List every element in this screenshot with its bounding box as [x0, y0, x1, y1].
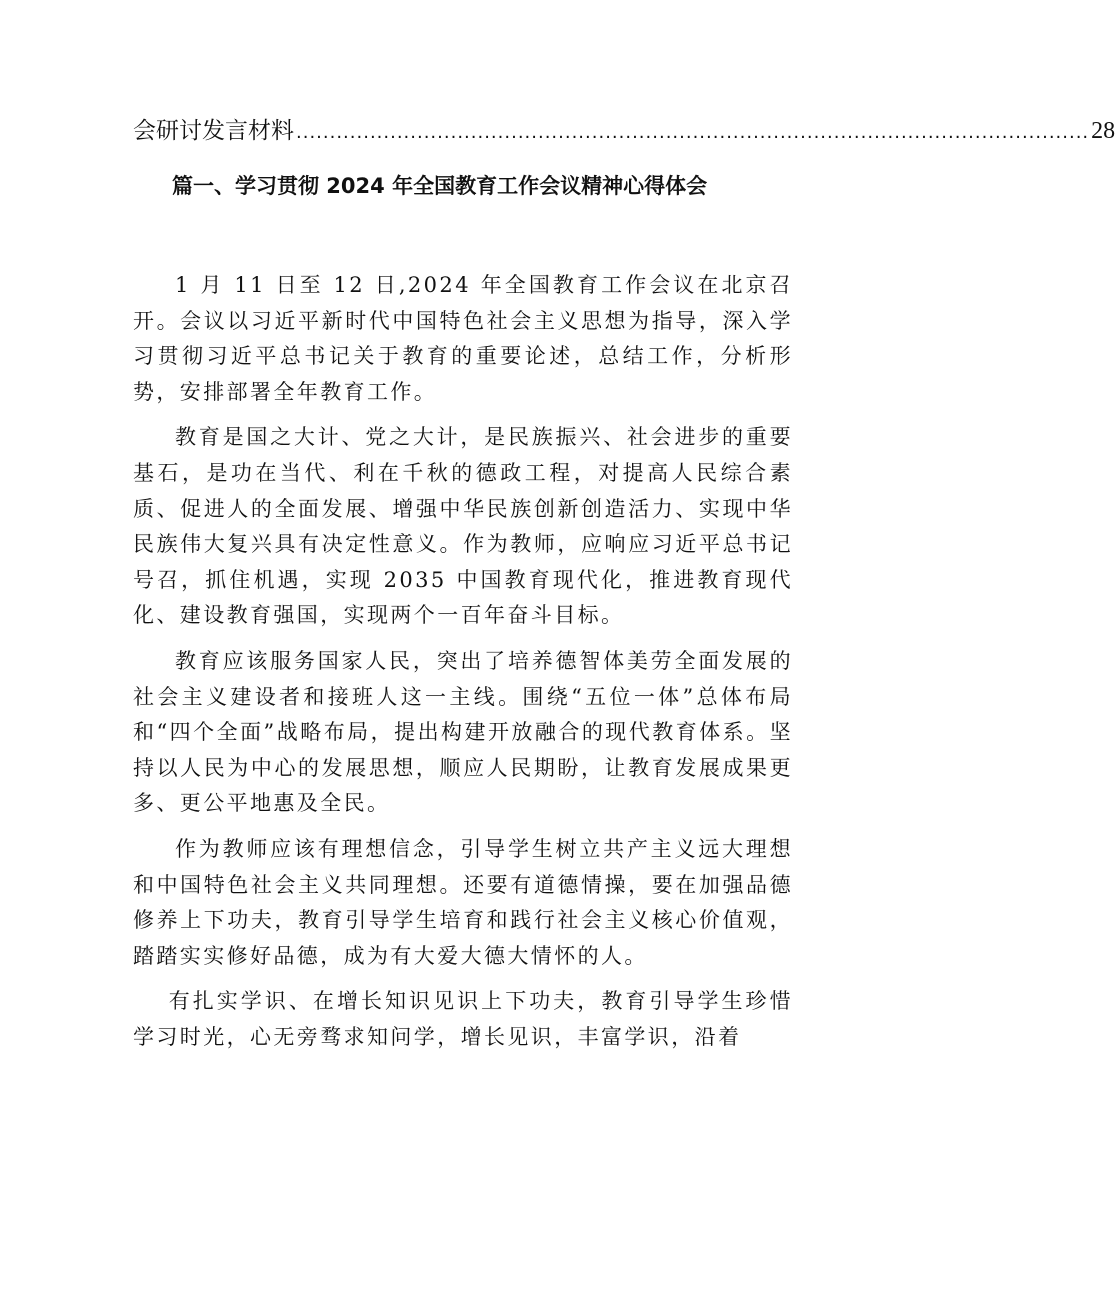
paragraph: 教育是国之大计、党之大计，是民族振兴、社会进步的重要基石，是功在当代、利在千秋的德政工程，对提高人民综合素质、促进人的全面发展、增强中华民族创新创造活力、实现中华民族伟大复兴具有决定性意义。作为教师，应响应习近平总书记号召，抓住机遇，实现 2035 中国教育现代化，推进教育现代化、建设教育强国，实现两个一百年奋斗目标。	[133, 425, 793, 628]
paragraph: 作为教师应该有理想信念，引导学生树立共产主义远大理想和中国特色社会主义共同理想。还要有道德情操，要在加强品德修养上下功夫，教育引导学生培育和践行社会主义核心价值观，踏踏实实修好品德，成为有大爱大德大情怀的人。	[133, 836, 793, 968]
toc-entry-title: 会研讨发言材料	[133, 118, 294, 144]
paragraph: 有扎实学识、在增长知识见识上下功夫，教育引导学生珍惜学习时光，心无旁骛求知问学，增长见识，丰富学识，沿着	[133, 989, 793, 1049]
paragraph: 1 月 11 日至 12 日,2024 年全国教育工作会议在北京召开。会议以习近平新时代中国特色社会主义思想为指导，深入学习贯彻习近平总书记关于教育的重要论述，总结工作，分析形势，安排部署全年教育工作。	[133, 273, 793, 404]
toc-page-number: 28	[1091, 118, 1115, 144]
section-heading: 篇一、学习贯彻 2024 年全国教育工作会议精神心得体会	[172, 174, 708, 198]
paragraph: 教育应该服务国家人民，突出了培养德智体美劳全面发展的社会主义建设者和接班人这一主线。围绕“五位一体”总体布局和“四个全面”战略布局，提出构建开放融合的现代教育体系。坚持以人民为中心的发展思想，顺应人民期盼，让教育发展成果更多、更公平地惠及全民。	[133, 648, 793, 816]
toc-leader-dots: ......................................................................................................................	[296, 122, 1090, 143]
toc-entry[interactable]	[133, 112, 1115, 148]
body-text	[133, 268, 793, 1055]
